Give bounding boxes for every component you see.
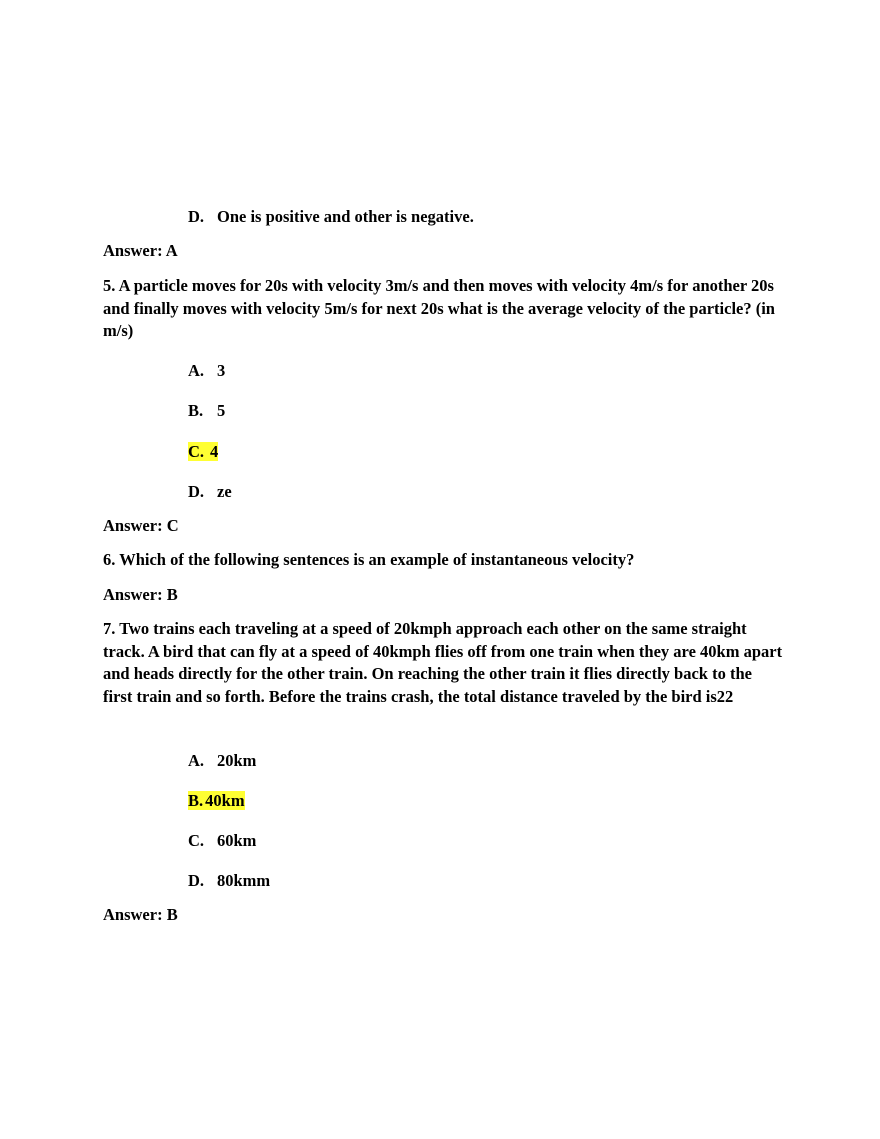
question-7-text: 7. Two trains each traveling at a speed of 20kmph approach each other on the same straight track. A bird that can fly at a speed of 40kmph flies off from one train when they are 40km apart and heads directly for the other train. On reaching the other train it flies directly back to the first train and so forth. Before the trains crash, the total distance traveled by the bird is22 <box>103 619 783 706</box>
question-5-text: 5. A particle moves for 20s with velocity 3m/s and then moves with velocity 4m/s for another 20s and finally moves with velocity 5m/s for next 20s what is the average velocity of the particle? (in m/s) <box>103 276 775 340</box>
prev-answer: Answer: A <box>103 241 178 260</box>
option-text: 80kmm <box>217 871 271 890</box>
option-text: 40km <box>205 791 245 810</box>
q7-option-c <box>188 830 256 852</box>
q5-option-c-highlighted <box>188 441 218 463</box>
option-letter: A. <box>188 361 205 380</box>
correct-answer-highlight <box>188 442 218 461</box>
q5-option-d <box>188 481 232 503</box>
prev-option-d <box>188 206 474 228</box>
option-text: 3 <box>217 361 226 380</box>
q7-option-a <box>188 750 256 772</box>
q7-option-d <box>188 870 270 892</box>
option-text: ze <box>217 482 232 501</box>
q7-option-b-highlighted <box>188 790 245 812</box>
option-letter: B. <box>188 791 204 810</box>
correct-answer-highlight <box>188 791 245 810</box>
q6-answer: Answer: B <box>103 585 178 604</box>
option-text: 60km <box>217 831 257 850</box>
option-letter: D. <box>188 482 205 501</box>
option-letter: C. <box>188 831 205 850</box>
q7-answer: Answer: B <box>103 905 178 924</box>
option-letter: C. <box>188 442 205 461</box>
option-letter: A. <box>188 751 205 770</box>
q5-option-a <box>188 360 225 382</box>
q5-option-b <box>188 400 225 422</box>
option-text: 4 <box>210 442 219 461</box>
question-6-text: 6. Which of the following sentences is an example of instantaneous velocity? <box>103 550 635 569</box>
option-letter: D. <box>188 207 205 226</box>
option-text: One is positive and other is negative. <box>217 207 474 226</box>
option-text: 5 <box>217 401 226 420</box>
option-text: 20km <box>217 751 257 770</box>
option-letter: D. <box>188 871 205 890</box>
option-letter: B. <box>188 401 204 420</box>
q5-answer: Answer: C <box>103 516 179 535</box>
